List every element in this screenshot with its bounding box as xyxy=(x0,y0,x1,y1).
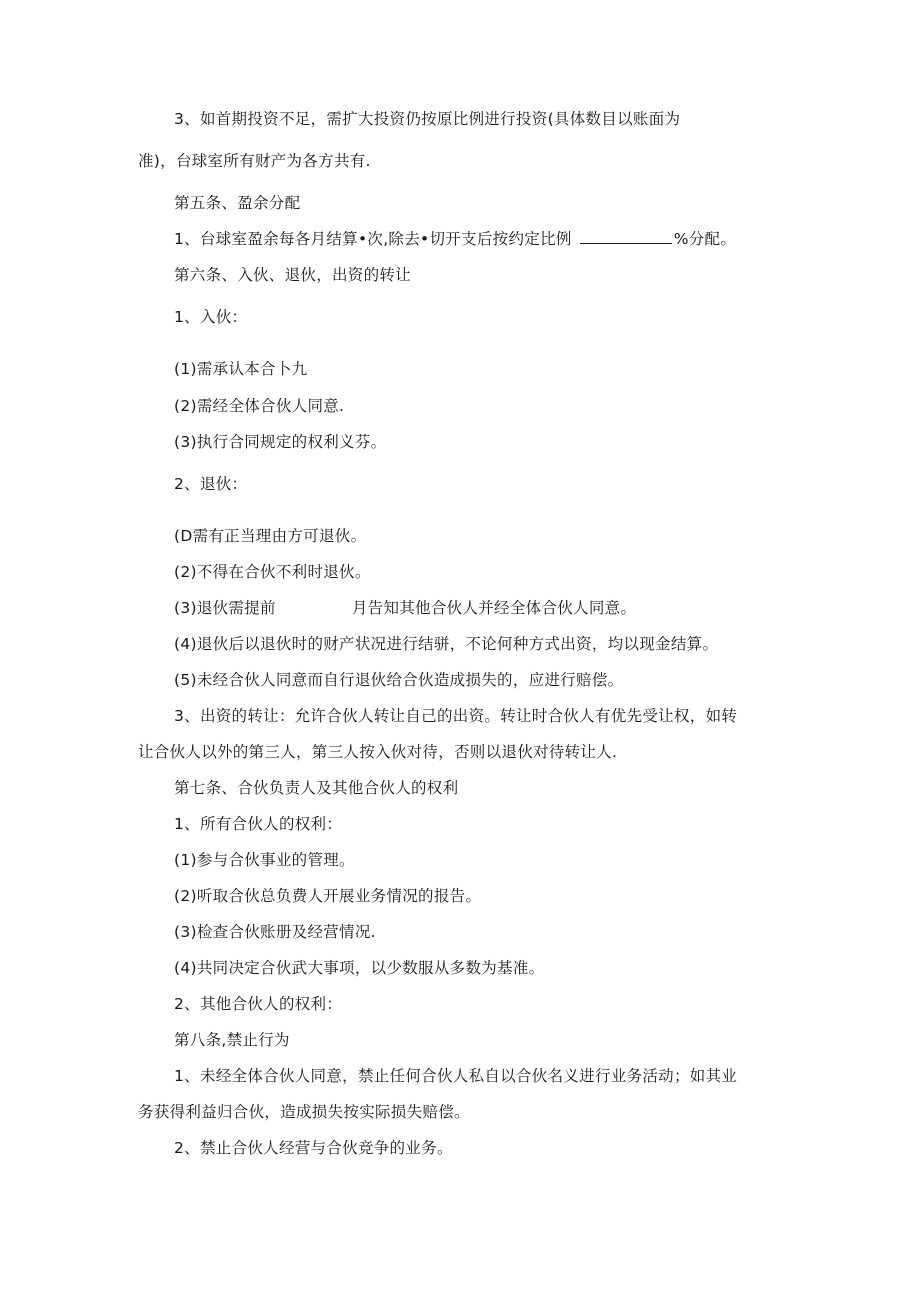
withdraw-item-3-suffix: 月告知其他合伙人并经全体合伙人同意。 xyxy=(351,599,637,617)
withdraw-item-5: (5)未经合伙人同意而自行退伙给合伙造成损失的，应进行赔偿。 xyxy=(174,671,624,689)
prohibited-item-1-line-1: 1、未经全体合伙人同意，禁止任何合伙人私自以合伙名义进行业务活动；如其业 xyxy=(174,1067,738,1085)
withdraw-item-3 xyxy=(174,598,636,618)
clause-5-item-1 xyxy=(174,229,736,249)
clause-7-heading: 第七条、合伙负责人及其他合伙人的权利 xyxy=(174,779,459,797)
join-item-2: (2)需经全体合伙人同意. xyxy=(174,397,345,415)
rights-item-1: (1)参与合伙事业的管理。 xyxy=(174,851,355,869)
withdraw-item-4: (4)退伙后以退伙时的财产状况进行结骈，不论何种方式出资，均以现金结算。 xyxy=(174,635,719,653)
join-heading: 1、入伙： xyxy=(174,308,248,326)
transfer-line-1: 3、出资的转让：允许合伙人转让自己的出资。转让时合伙人有优先受让权，如转 xyxy=(174,707,738,725)
withdraw-item-2: (2)不得在合伙不利时退伙。 xyxy=(174,563,371,581)
clause-4-item-3-line-2: 准)，台球室所有财产为各方共有. xyxy=(138,152,371,170)
rights-heading: 1、所有合伙人的权利： xyxy=(174,815,343,833)
transfer-line-2: 让合伙人以外的第三人，第三人按入伙对待，否则以退伙对待转让人. xyxy=(138,743,618,761)
clause-5-item-1-text: 1、台球室盈余每各月结算•次,除去•切开支后按约定比例 xyxy=(174,230,572,248)
withdraw-item-1: (D需有正当理由方可退伙。 xyxy=(174,527,367,545)
other-rights-heading: 2、其他合伙人的权利： xyxy=(174,995,343,1013)
join-item-3: (3)执行合同规定的权利义芬。 xyxy=(174,433,387,451)
withdraw-item-3-text: (3)退伙需提前 xyxy=(174,599,276,617)
prohibited-item-1-line-2: 务获得利益归合伙，造成损失按实际损失赔偿。 xyxy=(138,1103,470,1121)
prohibited-item-2: 2、禁止合伙人经营与合伙竞争的业务。 xyxy=(174,1139,453,1157)
withdraw-heading: 2、退伙： xyxy=(174,475,248,493)
clause-4-item-3-line-1: 3、如首期投资不足，需扩大投资仍按原比例进行投资(具体数目以账面为 xyxy=(174,110,681,128)
clause-5-item-1-suffix: %分配。 xyxy=(673,230,737,248)
ratio-blank xyxy=(580,229,672,244)
clause-6-heading: 第六条、入伙、退伙，出资的转让 xyxy=(174,266,412,284)
rights-item-4: (4)共同决定合伙武大事项，以少数服从多数为基准。 xyxy=(174,959,545,977)
clause-8-heading: 第八条,禁止行为 xyxy=(174,1031,290,1049)
rights-item-2: (2)听取合伙总负费人开展业务情况的报告。 xyxy=(174,887,482,905)
rights-item-3: (3)检查合伙账册及经营情况. xyxy=(174,923,376,941)
join-item-1: (1)需承认本合卜九 xyxy=(174,360,308,378)
clause-5-heading: 第五条、盈余分配 xyxy=(174,194,301,212)
